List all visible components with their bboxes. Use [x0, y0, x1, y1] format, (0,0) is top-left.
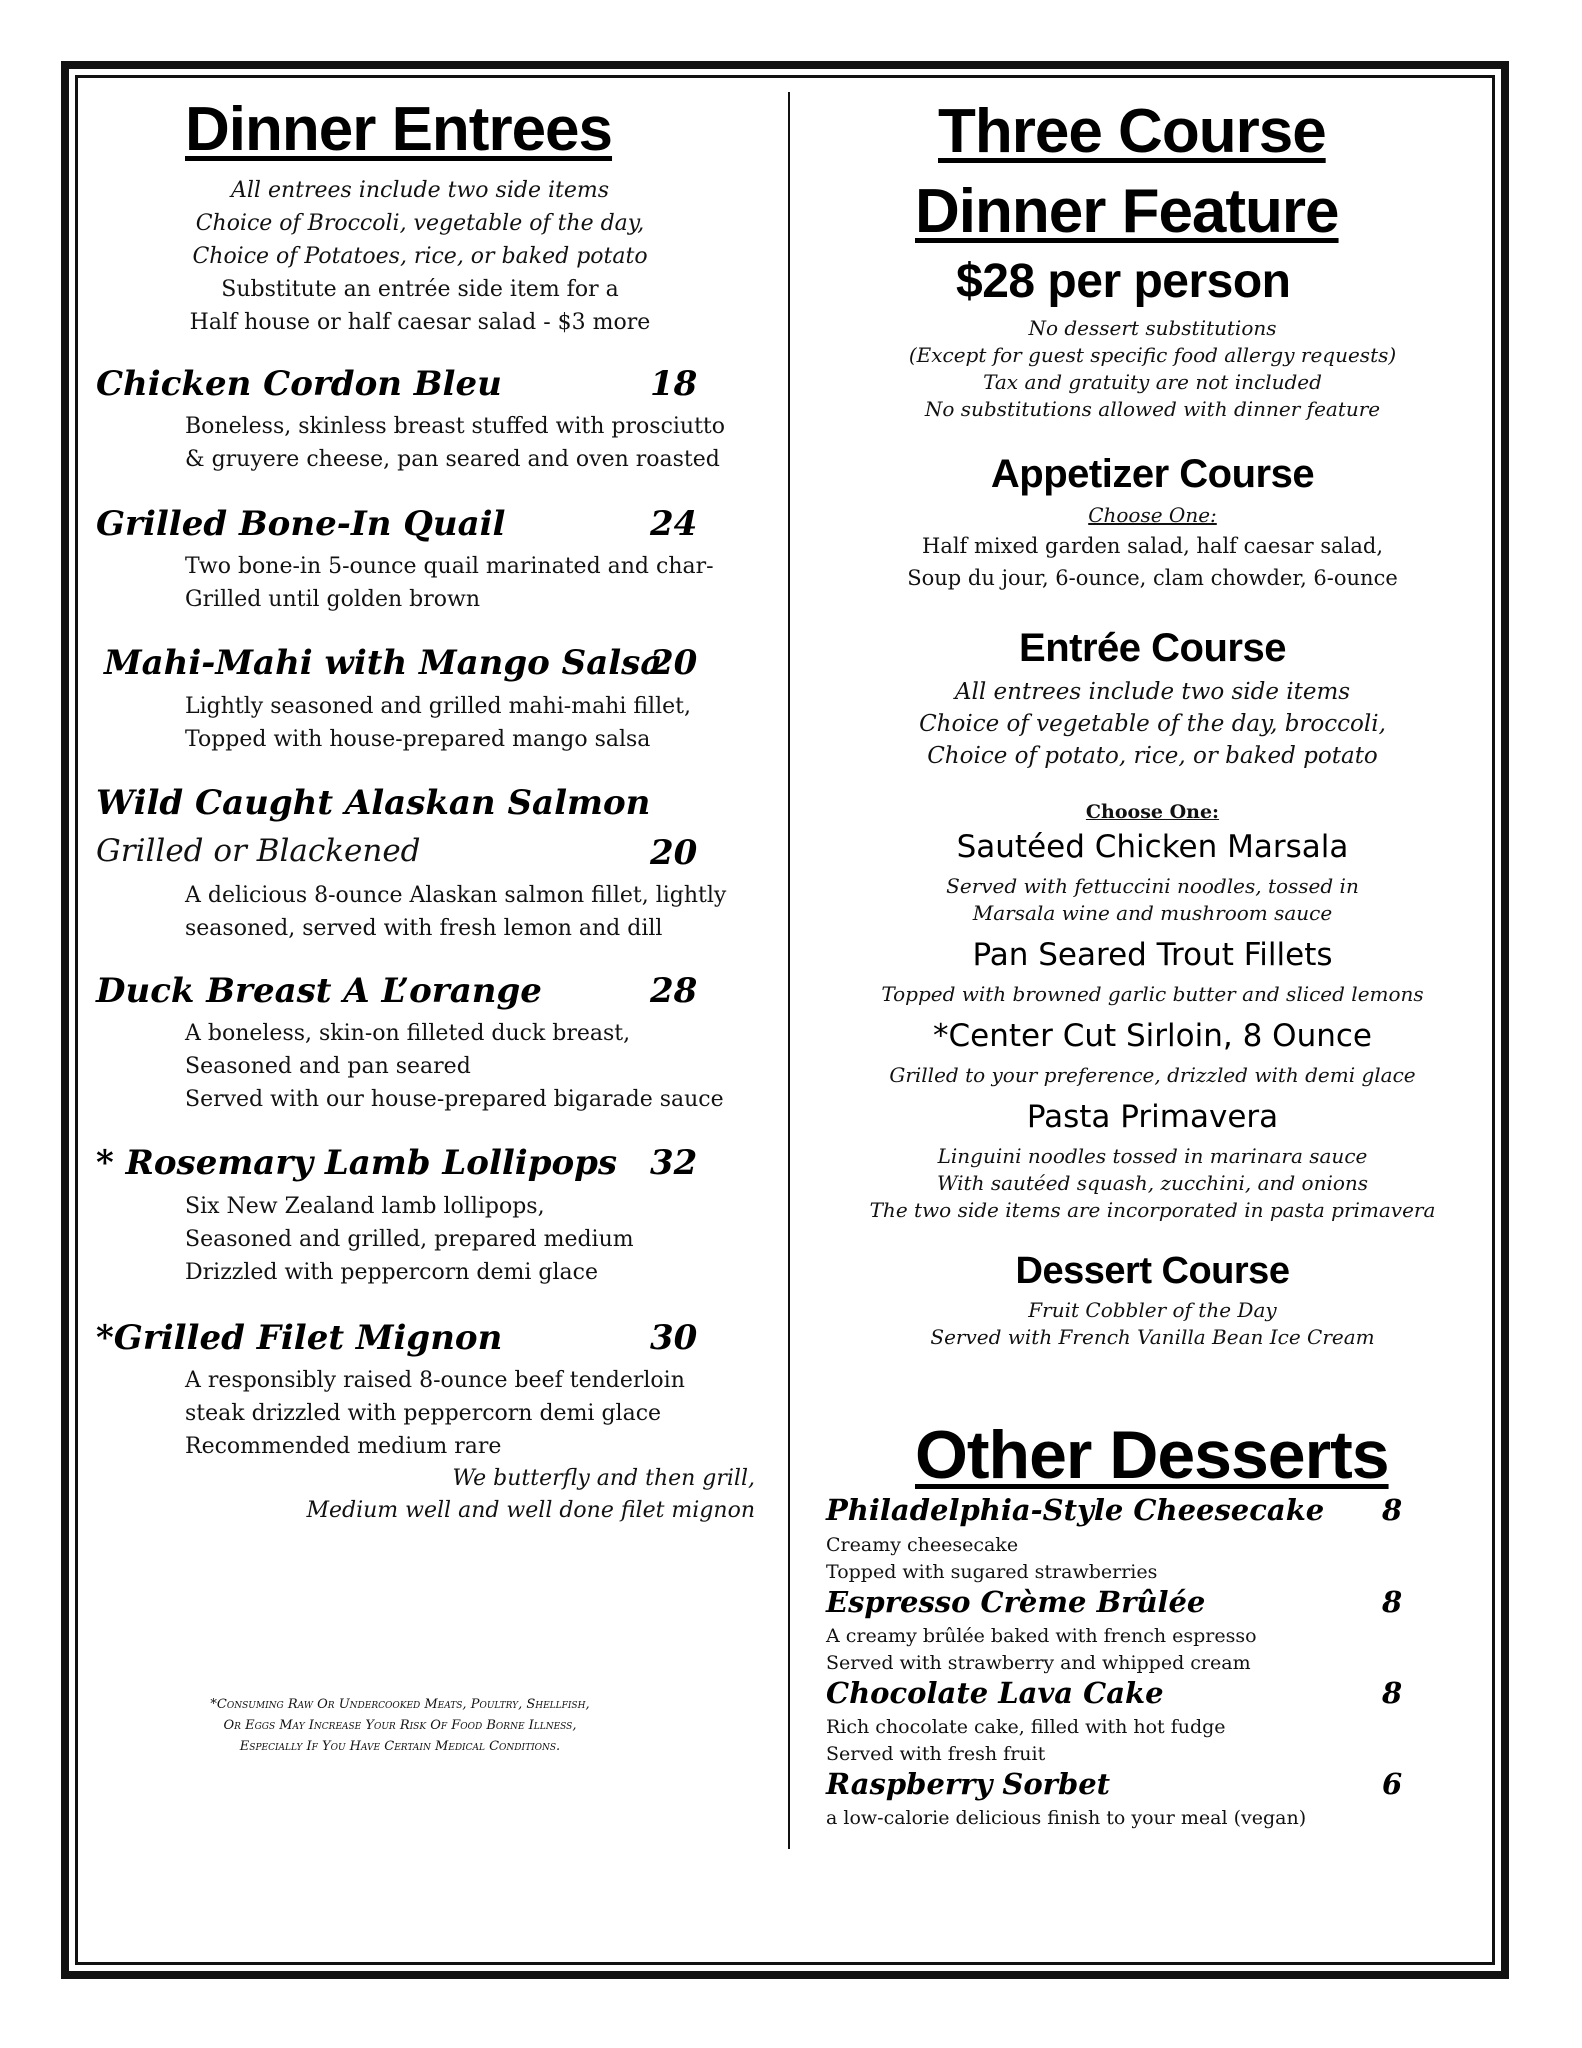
appetizer-course-title: Appetizer Course: [990, 452, 1315, 496]
dessert-desc: [826, 1623, 1257, 1677]
desc-line: & gruyere cheese, pan seared and oven roasted: [185, 447, 720, 472]
dinner-entrees-title: Dinner Entrees: [185, 95, 613, 164]
entree-desc: [185, 1017, 724, 1116]
desc-line: Creamy cheesecake: [826, 1534, 1019, 1556]
dessert-price: 8: [1382, 1493, 1403, 1527]
disclaimer-line: Especially If You Have Certain Medical Conditions.: [239, 1739, 561, 1754]
desc-line: Lightly seasoned and grilled mahi-mahi fillet,: [185, 694, 691, 719]
desc-line: Seasoned and grilled, prepared medium: [185, 1227, 634, 1252]
entree-name: Wild Caught Alaskan Salmon: [96, 783, 651, 823]
entree-price: 30: [650, 1318, 698, 1358]
other-desserts-title: Other Desserts: [915, 1417, 1389, 1493]
entree-desc: [185, 1190, 634, 1289]
desc-line: A creamy brûlée baked with french espresso: [826, 1625, 1257, 1647]
entree-price: 24: [650, 504, 698, 544]
filet-note: [300, 1463, 755, 1527]
disclaimer-line: Or Eggs May Increase Your Risk Of Food Borne Illness,: [223, 1718, 577, 1733]
dessert-course-desc: [830, 1297, 1475, 1351]
desc-line: Boneless, skinless breast stuffed with prosciutto: [185, 414, 726, 439]
dessert-desc: [826, 1714, 1226, 1768]
entree-dish-desc: [830, 981, 1475, 1008]
entrees-substitute-note: [140, 273, 700, 339]
entree-choose-label: Choose One:: [1085, 801, 1220, 823]
entree-name: Grilled Bone-In Quail: [96, 504, 506, 544]
entree-dish-name: Pasta Primavera: [1026, 1099, 1279, 1135]
desc-line: Grilled until golden brown: [185, 587, 481, 612]
entrees-intro: [140, 174, 700, 273]
dessert-price: 8: [1382, 1585, 1403, 1619]
desc-line: Seasoned and pan seared: [185, 1054, 471, 1079]
desc-line: Linguini noodles tossed in marinara sauce: [937, 1144, 1368, 1168]
desc-line: All entrees include two side items: [954, 679, 1351, 705]
entree-name: Chicken Cordon Bleu: [96, 364, 502, 404]
entree-dish-name: Pan Seared Trout Fillets: [972, 937, 1333, 973]
three-course-title-line2: Dinner Feature: [915, 177, 1339, 246]
entree-dish-name: *Center Cut Sirloin, 8 Ounce: [933, 1018, 1372, 1054]
desc-line: Six New Zealand lamb lollipops,: [185, 1194, 545, 1219]
dessert-desc: [826, 1805, 1306, 1832]
feature-notes: [830, 315, 1475, 423]
entree-name: Duck Breast A L’orange: [96, 971, 542, 1011]
dessert-name: Raspberry Sorbet: [826, 1767, 1111, 1801]
desc-line: A responsibly raised 8-ounce beef tenderloin: [185, 1368, 685, 1393]
desc-line: Choice of vegetable of the day, broccoli,: [919, 711, 1386, 737]
desc-line: The two side items are incorporated in pasta primavera: [869, 1198, 1436, 1222]
note-line: Tax and gratuity are not included: [983, 370, 1322, 394]
entree-price: 20: [650, 833, 698, 873]
entree-dish-name: Sautéed Chicken Marsala: [956, 829, 1349, 865]
entree-dish-desc: [830, 1143, 1475, 1224]
entree-name: Mahi-Mahi with Mango Salsa: [104, 643, 663, 683]
note-line: No substitutions allowed with dinner feature: [924, 397, 1381, 421]
desc-line: Marsala wine and mushroom sauce: [972, 901, 1333, 925]
desc-line: seasoned, served with fresh lemon and dill: [185, 916, 663, 941]
desc-line: Fruit Cobbler of the Day: [1028, 1298, 1277, 1322]
dessert-name: Chocolate Lava Cake: [826, 1676, 1164, 1710]
desc-line: Served with strawberry and whipped cream: [826, 1652, 1251, 1674]
desc-line: Topped with browned garlic butter and sliced lemons: [881, 982, 1424, 1006]
entree-price: 18: [650, 364, 698, 404]
dessert-price: 8: [1382, 1676, 1403, 1710]
entree-price: 28: [650, 971, 698, 1011]
desc-line: A delicious 8-ounce Alaskan salmon fillet, lightly: [185, 883, 727, 908]
desc-line: Choice of potato, rice, or baked potato: [927, 743, 1378, 769]
note-line: We butterfly and then grill,: [452, 1466, 755, 1491]
entree-course-title: Entrée Course: [1019, 626, 1286, 670]
food-safety-disclaimer: [150, 1694, 650, 1757]
desc-line: Served with fresh fruit: [826, 1743, 1046, 1765]
entree-dish-desc: [830, 1062, 1475, 1089]
entree-desc: [185, 879, 726, 945]
desc-line: steak drizzled with peppercorn demi glace: [185, 1401, 662, 1426]
desc-line: Half mixed garden salad, half caesar salad,: [922, 534, 1383, 558]
entree-course-intro: [830, 676, 1475, 772]
desc-line: A boneless, skin-on filleted duck breast,: [185, 1021, 631, 1046]
entree-desc: [185, 550, 714, 616]
dessert-price: 6: [1382, 1767, 1403, 1801]
entree-subname: Grilled or Blackened: [96, 833, 421, 869]
dessert-name: Philadelphia-Style Cheesecake: [826, 1493, 1325, 1527]
three-course-title-line1: Three Course: [938, 97, 1326, 166]
desc-line: a low-calorie delicious finish to your meal (vegan): [826, 1807, 1307, 1829]
desc-line: Served with fettuccini noodles, tossed in: [946, 874, 1359, 898]
desc-line: Served with our house-prepared bigarade sauce: [185, 1087, 724, 1112]
intro-line: Substitute an entrée side item for a: [221, 277, 619, 302]
dessert-course-title: Dessert Course: [1015, 1250, 1290, 1292]
dessert-desc: [826, 1532, 1157, 1586]
desc-line: Two bone-in 5-ounce quail marinated and char-: [185, 554, 714, 579]
entree-name: *Grilled Filet Mignon: [96, 1318, 503, 1358]
feature-price: $28 per person: [956, 255, 1291, 308]
desc-line: Drizzled with peppercorn demi glace: [185, 1260, 598, 1285]
note-line: (Except for guest specific food allergy requests): [908, 343, 1397, 367]
entree-price: 20: [650, 643, 698, 683]
desc-line: Topped with sugared strawberries: [826, 1561, 1158, 1583]
entree-desc: [185, 1364, 685, 1463]
desc-line: Recommended medium rare: [185, 1434, 502, 1459]
intro-line: Half house or half caesar salad - $3 more: [189, 310, 651, 335]
desc-line: Served with French Vanilla Bean Ice Cream: [930, 1325, 1375, 1349]
entree-price: 32: [650, 1143, 698, 1183]
desc-line: Topped with house-prepared mango salsa: [185, 727, 651, 752]
desc-line: Rich chocolate cake, filled with hot fudge: [826, 1716, 1226, 1738]
column-divider: [788, 92, 790, 1849]
desc-line: Grilled to your preference, drizzled with demi glace: [889, 1063, 1416, 1087]
entree-dish-desc: [830, 873, 1475, 927]
entree-desc: [185, 410, 725, 476]
appetizer-desc: [830, 530, 1475, 594]
appetizer-choose-label: Choose One:: [1088, 503, 1217, 527]
desc-line: With sautéed squash, zucchini, and onions: [936, 1171, 1369, 1195]
intro-line: Choice of Broccoli, vegetable of the day,: [195, 211, 645, 236]
note-line: Medium well and well done filet mignon: [306, 1498, 755, 1523]
intro-line: All entrees include two side items: [230, 178, 610, 203]
disclaimer-line: *Consuming Raw Or Undercooked Meats, Poultry, Shellfish,: [210, 1697, 590, 1712]
desc-line: Soup du jour, 6-ounce, clam chowder, 6-ounce: [907, 566, 1398, 590]
dessert-name: Espresso Crème Brûlée: [826, 1585, 1206, 1619]
note-line: No dessert substitutions: [1028, 316, 1277, 340]
entree-name: * Rosemary Lamb Lollipops: [96, 1143, 618, 1183]
entree-desc: [185, 690, 691, 756]
intro-line: Choice of Potatoes, rice, or baked potato: [192, 244, 648, 269]
